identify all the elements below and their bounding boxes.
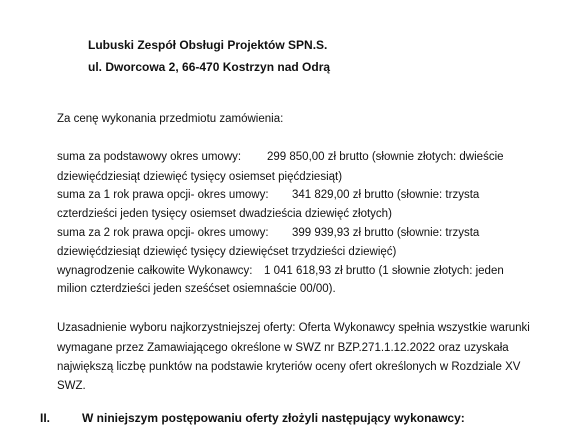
justification-line-1: Uzasadnienie wyboru najkorzystniejszej oferty: Oferta Wykonawcy spełnia wszystkie warunki <box>57 322 530 334</box>
option-year2-label: suma za 2 rok prawa opcji- okres umowy: <box>57 227 269 239</box>
option-year1-words: czterdzieści jeden tysięcy osiemset dwadzieścia dziewięć złotych) <box>57 208 392 220</box>
option-year2-amount: 399 939,93 zł brutto (słownie: trzysta <box>292 227 480 239</box>
total-remuneration-words: milion czterdzieści jeden sześćset osiemnaście 00/00). <box>57 283 336 295</box>
base-period-label: suma za podstawowy okres umowy: <box>57 151 242 163</box>
justification-line-3: największą liczbę punktów na podstawie kryteriów oceny ofert określonych w Rozdziale XV <box>57 361 521 373</box>
total-remuneration-label: wynagrodzenie całkowite Wykonawcy: <box>57 265 253 277</box>
justification-line-4: SWZ. <box>57 380 86 392</box>
organization-name: Lubuski Zespół Obsługi Projektów SPN.S. <box>88 38 328 52</box>
option-year1-label: suma za 1 rok prawa opcji- okres umowy: <box>57 189 269 201</box>
total-remuneration-amount: 1 041 618,93 zł brutto (1 słownie złotych: jeden <box>264 265 504 277</box>
base-period-amount: 299 850,00 zł brutto (słownie złotych: dwieście <box>267 151 504 163</box>
base-period-words: dziewięćdziesiąt dziewięć tysięcy osiemset pięćdziesiąt) <box>57 171 343 183</box>
price-intro: Za cenę wykonania przedmiotu zamówienia: <box>57 113 284 125</box>
justification-line-2: wymagane przez Zamawiającego określone w SWZ nr BZP.271.1.12.2022 oraz uzyskała <box>57 342 509 354</box>
option-year1-amount: 341 829,00 zł brutto (słownie: trzysta <box>292 189 480 201</box>
option-year2-words: dziewięćdziesiąt dziewięć tysięcy dziewięćset trzydzieści dziewięć) <box>57 246 397 258</box>
section-number: II. <box>40 411 51 425</box>
section-title: W niniejszym postępowaniu oferty złożyli następujący wykonawcy: <box>82 411 465 425</box>
organization-address: ul. Dworcowa 2, 66-470 Kostrzyn nad Odrą <box>88 60 331 74</box>
